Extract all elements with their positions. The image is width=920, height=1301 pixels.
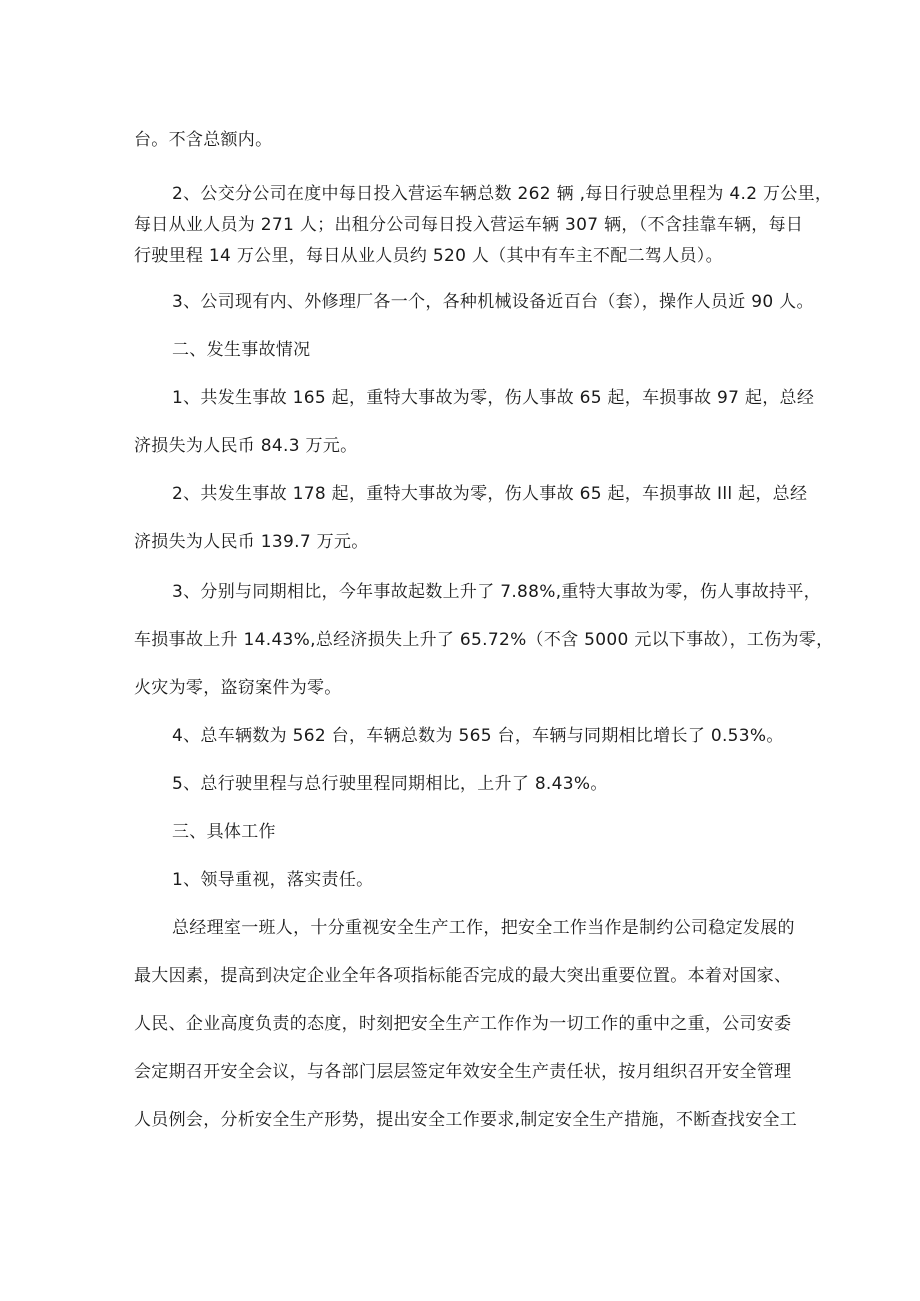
text-line: 5、总行驶里程与总行驶里程同期相比，上升了 8.43%。	[172, 774, 608, 794]
text-line: 每日从业人员为 271 人；出租分公司每日投入营运车辆 307 辆，（不含挂靠车辆，每日	[134, 215, 804, 235]
text-line: 人员例会，分析安全生产形势，提出安全工作要求,制定安全生产措施，不断查找安全工	[134, 1110, 798, 1130]
section-heading: 二、发生事故情况	[172, 340, 311, 360]
text-line: 火灾为零，盗窃案件为零。	[134, 678, 342, 698]
section-heading: 三、具体工作	[172, 822, 276, 842]
text-line: 济损失为人民币 139.7 万元。	[134, 532, 369, 552]
text-line: 台。不含总额内。	[134, 130, 273, 150]
text-line: 2、公交分公司在度中每日投入营运车辆总数 262 辆 ,每日行驶总里程为 4.2 万公里，	[172, 184, 833, 204]
text-line: 济损失为人民币 84.3 万元。	[134, 436, 358, 456]
text-line: 2、共发生事故 178 起，重特大事故为零，伤人事故 65 起，车损事故 Ill 起，总经	[172, 484, 808, 504]
text-line: 行驶里程 14 万公里，每日从业人员约 520 人（其中有车主不配二驾人员）。	[134, 246, 723, 266]
text-line: 1、领导重视，落实责任。	[172, 870, 374, 890]
text-line: 车损事故上升 14.43%,总经济损失上升了 65.72%（不含 5000 元以下事故），工伤为零，	[134, 630, 834, 650]
text-line: 1、共发生事故 165 起，重特大事故为零，伤人事故 65 起，车损事故 97 起，总经	[172, 388, 815, 408]
text-line: 4、总车辆数为 562 台，车辆总数为 565 台，车辆与同期相比增长了 0.53%。	[172, 726, 784, 746]
text-line: 人民、企业高度负责的态度，时刻把安全生产工作作为一切工作的重中之重，公司安委	[134, 1014, 792, 1034]
text-line: 3、分别与同期相比，今年事故起数上升了 7.88%,重特大事故为零，伤人事故持平，	[172, 582, 821, 602]
text-line: 3、公司现有内、外修理厂各一个，各种机械设备近百台（套），操作人员近 90 人。	[172, 292, 814, 312]
text-line: 最大因素，提高到决定企业全年各项指标能否完成的最大突出重要位置。本着对国家、	[134, 966, 792, 986]
text-line: 总经理室一班人，十分重视安全生产工作，把安全工作当作是制约公司稳定发展的	[172, 918, 795, 938]
text-line: 会定期召开安全会议，与各部门层层签定年效安全生产责任状，按月组织召开安全管理	[134, 1062, 792, 1082]
